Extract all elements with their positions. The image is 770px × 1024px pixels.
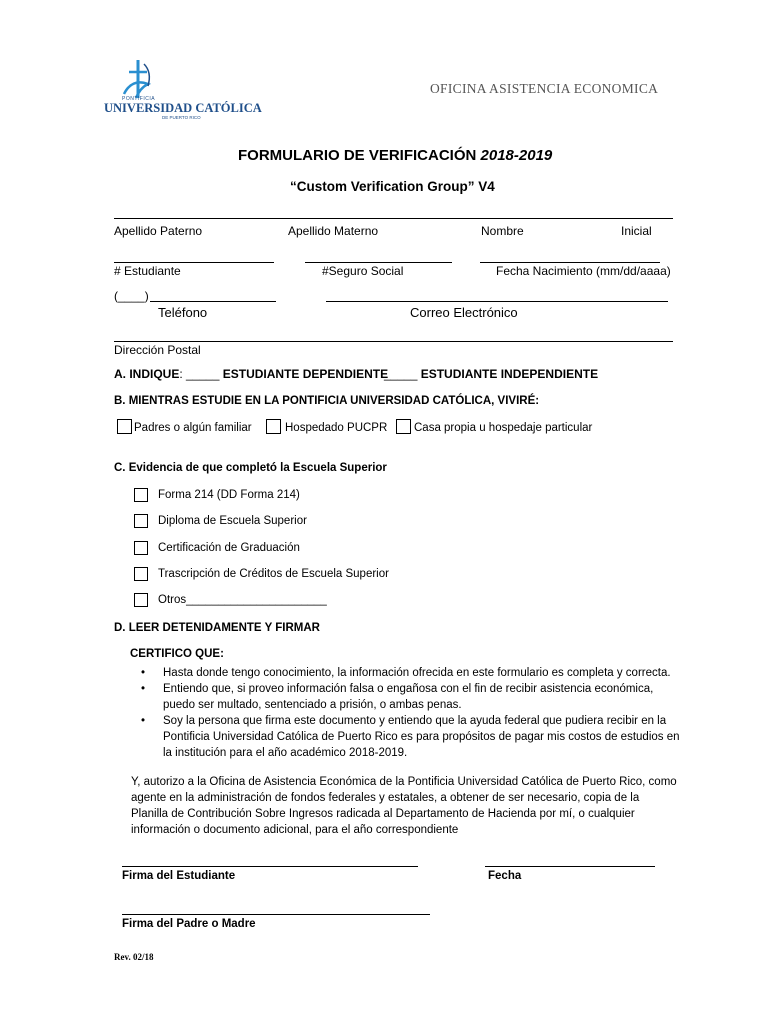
section-a-independiente-group bbox=[384, 367, 598, 381]
seguro-social-line[interactable] bbox=[305, 262, 452, 263]
direccion-label: Dirección Postal bbox=[114, 343, 201, 357]
section-a-dependiente: ESTUDIANTE DEPENDIENTE bbox=[222, 367, 389, 381]
section-a-independiente: ESTUDIANTE INDEPENDIENTE bbox=[420, 367, 599, 381]
checkbox-certificacion[interactable] bbox=[134, 541, 148, 555]
section-a-label: A. INDIQUE bbox=[114, 367, 180, 381]
checkbox-otros[interactable] bbox=[134, 593, 148, 607]
list-item: • Entiendo que, si proveo información falsa o engañosa con el fin de recibir asistencia económica, puedo ser multado, sentenciado a prisión, o ambas penas. bbox=[141, 683, 654, 711]
checkbox-forma-214[interactable] bbox=[134, 488, 148, 502]
option-forma-214-label: Forma 214 (DD Forma 214) bbox=[158, 489, 300, 501]
certification-list bbox=[137, 665, 687, 761]
telefono-line[interactable] bbox=[150, 301, 276, 302]
estudiante-line[interactable] bbox=[114, 262, 274, 263]
authorization-paragraph: Y, autorizo a la Oficina de Asistencia Económica de la Pontificia Universidad Católica de Puerto Rico, como agente en la administración de fondos federales y estatales, a obtener de ser necesario, copia de la Planilla de Contribución Sobre Ingresos radicada al Departamento de Hacienda por mí, o cualquier información o documento adicional, para el año correspondiente bbox=[131, 776, 677, 836]
telefono-label: Teléfono bbox=[158, 305, 208, 320]
checkbox-hospedado[interactable] bbox=[266, 419, 281, 434]
apellido-paterno-label: Apellido Paterno bbox=[114, 224, 203, 238]
option-casa-propia-label: Casa propia u hospedaje particular bbox=[414, 422, 593, 434]
inicial-label: Inicial bbox=[621, 224, 652, 238]
option-padres-label: Padres o algún familiar bbox=[134, 422, 252, 434]
firma-padre-label: Firma del Padre o Madre bbox=[122, 918, 256, 930]
bullet-text: Entiendo que, si proveo información falsa o engañosa con el fin de recibir asistencia económica, puedo ser multado, sentenciado a prisión, o ambas penas. bbox=[163, 683, 654, 711]
fecha-line[interactable] bbox=[485, 866, 655, 867]
option-diploma-label: Diploma de Escuela Superior bbox=[158, 515, 307, 527]
form-title-main: FORMULARIO DE VERIFICACIÓN bbox=[238, 147, 477, 164]
firma-padre-line[interactable] bbox=[122, 914, 430, 915]
bullet-text: Hasta donde tengo conocimiento, la información ofrecida en este formulario es completa y correcta. bbox=[163, 667, 671, 679]
option-trascripcion-label: Trascripción de Créditos de Escuela Superior bbox=[158, 568, 389, 580]
option-certificacion-label: Certificación de Graduación bbox=[158, 542, 300, 554]
section-b-heading: B. MIENTRAS ESTUDIE EN LA PONTIFICIA UNIVERSIDAD CATÓLICA, VIVIRÉ: bbox=[114, 395, 540, 407]
estudiante-label: # Estudiante bbox=[114, 264, 181, 278]
section-c-heading: C. Evidencia de que completó la Escuela Superior bbox=[114, 462, 387, 474]
direccion-line[interactable] bbox=[114, 341, 673, 342]
logo-sub-text: DE PUERTO RICO bbox=[162, 115, 201, 120]
section-d-heading: D. LEER DETENIDAMENTE Y FIRMAR bbox=[114, 622, 320, 634]
option-otros-label[interactable]: Otros______________________ bbox=[158, 594, 327, 606]
phone-area-code[interactable]: (____) bbox=[114, 289, 149, 303]
checkbox-padres[interactable] bbox=[117, 419, 132, 434]
nombre-label: Nombre bbox=[481, 224, 524, 238]
revision-label: Rev. 02/18 bbox=[114, 952, 154, 962]
bullet-text: Soy la persona que firma este documento y entiendo que la ayuda federal que pudiera recibir en la Pontificia Universidad Católica de Puerto Rico es para propósitos de pagar mis costos de estudios en la institución para el año académico 2018-2019. bbox=[163, 715, 680, 759]
option-hospedado-label: Hospedado PUCPR bbox=[285, 422, 388, 434]
fecha-nacimiento-label: Fecha Nacimiento (mm/dd/aaaa) bbox=[496, 264, 671, 278]
section-a-blank-independiente[interactable]: _____ bbox=[384, 367, 418, 381]
firma-estudiante-line[interactable] bbox=[122, 866, 418, 867]
form-title-year: 2018-2019 bbox=[480, 147, 553, 164]
checkbox-diploma[interactable] bbox=[134, 514, 148, 528]
office-header: OFICINA ASISTENCIA ECONOMICA bbox=[430, 81, 659, 96]
university-logo bbox=[100, 58, 262, 120]
fecha-label: Fecha bbox=[488, 870, 522, 882]
checkbox-trascripcion[interactable] bbox=[134, 567, 148, 581]
section-a-blank-dependiente[interactable]: : _____ bbox=[179, 367, 220, 381]
firma-estudiante-label: Firma del Estudiante bbox=[122, 870, 236, 882]
list-item: • Hasta donde tengo conocimiento, la información ofrecida en este formulario es completa y correcta. bbox=[141, 667, 671, 679]
logo-top-text: PONTIFICIA bbox=[122, 96, 156, 102]
list-item: • Soy la persona que firma este documento y entiendo que la ayuda federal que pudiera recibir en la Pontificia Universidad Católica de Puerto Rico es para propósitos de pagar mis costos de estudios en la institución para el año académico 2018-2019. bbox=[141, 715, 680, 759]
form-title bbox=[238, 147, 552, 164]
logo-main-text: UNIVERSIDAD CATÓLICA bbox=[104, 101, 262, 115]
certifico-heading: CERTIFICO QUE: bbox=[130, 648, 224, 660]
correo-label: Correo Electrónico bbox=[410, 305, 518, 320]
checkbox-casa-propia[interactable] bbox=[396, 419, 411, 434]
correo-line[interactable] bbox=[326, 301, 668, 302]
form-subtitle: “Custom Verification Group” V4 bbox=[290, 179, 495, 194]
seguro-social-label: #Seguro Social bbox=[322, 264, 404, 278]
section-a bbox=[114, 367, 388, 381]
fecha-nacimiento-line[interactable] bbox=[480, 262, 660, 263]
name-line[interactable] bbox=[114, 218, 673, 219]
apellido-materno-label: Apellido Materno bbox=[288, 224, 379, 238]
